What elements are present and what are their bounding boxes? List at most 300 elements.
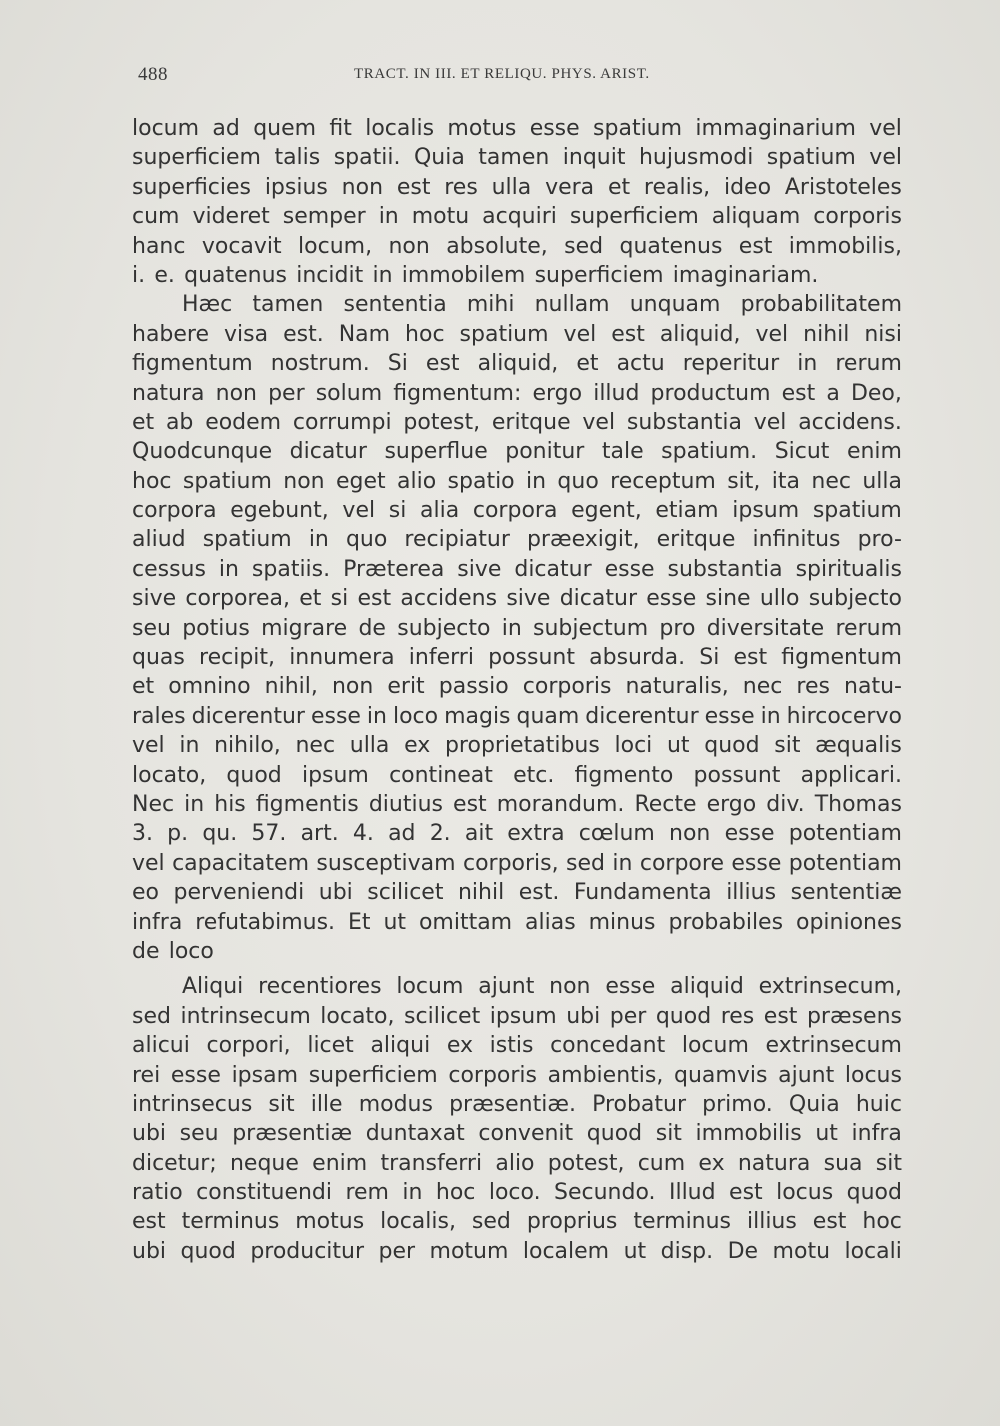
word: fit xyxy=(329,116,352,141)
word: alio xyxy=(397,468,437,494)
word: accidens xyxy=(400,586,498,612)
word: præsens xyxy=(806,1003,902,1029)
word: quem xyxy=(253,116,317,141)
word: spatium xyxy=(202,527,292,553)
word: sive xyxy=(506,586,551,612)
word: ipsam xyxy=(231,1062,299,1088)
word: recipiatur xyxy=(404,527,510,553)
word: incidit xyxy=(296,262,364,288)
word: æqualis xyxy=(815,733,902,759)
word: licet xyxy=(307,1033,354,1059)
word: quod xyxy=(586,1121,643,1147)
text-line xyxy=(132,290,902,319)
word: eodem xyxy=(205,409,282,435)
word: receptum xyxy=(610,468,716,494)
word: infinitus xyxy=(752,527,841,553)
word: Thomas xyxy=(814,791,902,817)
word: vel xyxy=(869,145,902,171)
word: Nam xyxy=(338,321,391,347)
word: imaginariam. xyxy=(672,262,819,288)
word: immobilis xyxy=(695,1121,802,1147)
word: non xyxy=(549,974,591,1000)
text-line xyxy=(132,408,902,437)
word: cœlum xyxy=(578,821,655,847)
word: superficies xyxy=(132,174,252,200)
word: nec xyxy=(811,468,851,494)
word: ideo xyxy=(723,174,772,200)
page-number: 488 xyxy=(138,64,168,85)
running-title: TRACT. IN III. ET RELIQU. PHYS. ARIST. xyxy=(354,66,650,82)
word: per xyxy=(378,1238,416,1264)
word: Recte xyxy=(634,791,697,817)
word: spiritualis xyxy=(795,556,902,582)
word: vel xyxy=(563,321,597,347)
text-line xyxy=(132,731,902,760)
word: neque xyxy=(229,1150,299,1176)
word: esse xyxy=(605,974,656,1000)
word: extrinsecum, xyxy=(758,974,902,1000)
word: aliquid, xyxy=(659,321,741,347)
word: sit, xyxy=(727,468,761,494)
word: cum xyxy=(637,1150,686,1176)
word: corporea, xyxy=(185,586,290,612)
word: Quia xyxy=(788,1091,840,1117)
word: locato, xyxy=(320,1003,395,1029)
word: Illud xyxy=(668,1180,716,1206)
text-line xyxy=(132,467,902,496)
word: hircocervo xyxy=(786,703,902,729)
word: potentiam xyxy=(788,821,902,847)
word: motum xyxy=(429,1238,509,1264)
word: præsentiæ xyxy=(232,1121,353,1147)
word: locali xyxy=(844,1238,902,1264)
word: infra xyxy=(851,1121,902,1147)
word: habere xyxy=(132,321,210,347)
word: Quia xyxy=(413,145,465,171)
text-line xyxy=(132,143,902,172)
word: loci xyxy=(614,733,653,759)
word: dicatur xyxy=(559,586,637,612)
word: applicari. xyxy=(800,762,902,788)
word: modus xyxy=(358,1091,433,1117)
word: intrinsecus xyxy=(132,1091,253,1117)
word: esse xyxy=(724,821,775,847)
word: rerum xyxy=(835,351,902,377)
word: esse xyxy=(529,116,580,141)
text-line xyxy=(132,790,902,819)
word: de xyxy=(358,615,386,641)
word: primo. xyxy=(702,1091,773,1117)
word: et xyxy=(576,351,599,377)
word: talis xyxy=(274,145,321,171)
word: est xyxy=(733,645,768,671)
word: aliud xyxy=(132,527,186,553)
text-line xyxy=(132,1119,902,1148)
word: si xyxy=(330,586,349,612)
word: et xyxy=(299,586,322,612)
word: superficiem xyxy=(534,262,664,288)
word: quamvis xyxy=(674,1062,768,1088)
word: per xyxy=(609,1003,647,1029)
word: Aliqui xyxy=(182,974,244,1000)
word: locum xyxy=(396,974,464,1000)
word: ipsum xyxy=(732,498,800,524)
word: in xyxy=(308,527,329,553)
word: illius xyxy=(726,880,777,906)
word: alias xyxy=(525,909,576,935)
word: vocavit xyxy=(201,233,282,259)
word: rem xyxy=(345,1180,389,1206)
word: omnino xyxy=(168,674,251,700)
word: Secundo. xyxy=(554,1180,656,1206)
word: Deo, xyxy=(850,380,902,406)
word: locum, xyxy=(298,233,373,259)
word: recipit, xyxy=(199,645,276,671)
word: ulla xyxy=(349,733,390,759)
page-header xyxy=(138,64,902,88)
word: contineat xyxy=(389,762,493,788)
word: ad xyxy=(212,116,240,141)
word: localis, xyxy=(380,1209,456,1235)
word: aliqui xyxy=(370,1033,431,1059)
text-line xyxy=(132,1207,902,1236)
text-line xyxy=(132,937,902,966)
word: sententia xyxy=(343,292,447,318)
word: spatio xyxy=(447,468,515,494)
word: corporis, xyxy=(462,850,559,876)
text-line xyxy=(132,1090,902,1119)
word: aliquid, xyxy=(477,351,559,377)
word: subjectum xyxy=(533,615,649,641)
word: 3. xyxy=(132,821,153,847)
word: spatium. xyxy=(661,439,758,465)
word: non xyxy=(283,468,325,494)
word: qu. xyxy=(202,821,238,847)
word: Sicut xyxy=(774,439,830,465)
word: motu xyxy=(772,1238,831,1264)
word: hujusmodi xyxy=(638,145,754,171)
word: rei xyxy=(132,1062,161,1088)
word: est xyxy=(729,1180,763,1206)
word: corpora xyxy=(132,498,217,524)
word: sive xyxy=(132,586,177,612)
word: convenit xyxy=(478,1121,574,1147)
word: seu xyxy=(132,615,171,641)
text-line xyxy=(132,555,902,584)
word: ergo xyxy=(532,380,583,406)
word: enim xyxy=(312,1150,368,1176)
word: figmentum xyxy=(781,645,902,671)
word: ponitur xyxy=(505,439,585,465)
text-line xyxy=(132,1237,902,1266)
word: ulla xyxy=(862,468,902,494)
text-line xyxy=(132,173,902,202)
word: possunt xyxy=(488,645,575,671)
word: illud xyxy=(593,380,640,406)
word: susceptivam xyxy=(316,850,456,876)
word: præexigit, xyxy=(526,527,640,553)
word: probabilitatem xyxy=(740,292,902,318)
text-line xyxy=(132,908,902,937)
word: extrinsecum xyxy=(765,1033,902,1059)
word: nec xyxy=(295,733,336,759)
word: visa xyxy=(224,321,269,347)
word: eritque xyxy=(656,527,736,553)
word: in xyxy=(797,351,818,377)
word: Si xyxy=(699,645,720,671)
word: morandum. xyxy=(496,791,625,817)
word: rales xyxy=(132,703,186,729)
word: dicerentur xyxy=(191,703,305,729)
word: etiam xyxy=(655,498,719,524)
word: corporis xyxy=(448,1062,537,1088)
word: spatium xyxy=(182,468,272,494)
word: natura xyxy=(132,380,205,406)
word: nostrum. xyxy=(270,351,370,377)
word: res xyxy=(796,674,830,700)
text-line xyxy=(132,320,902,349)
word: dicerentur xyxy=(585,703,699,729)
word: opiniones xyxy=(795,909,902,935)
word: nihil xyxy=(803,321,850,347)
word: spatium xyxy=(812,498,902,524)
word: quod xyxy=(655,1003,712,1029)
text-line xyxy=(132,114,902,143)
word: esse xyxy=(604,556,655,582)
word: erit xyxy=(387,674,425,700)
word: dicatur xyxy=(514,556,592,582)
word: in xyxy=(179,733,200,759)
word: inquit xyxy=(562,145,626,171)
word: alia xyxy=(420,498,460,524)
word: locus xyxy=(776,1180,834,1206)
word: loco xyxy=(168,938,214,964)
word: p. xyxy=(167,821,189,847)
word: rerum xyxy=(835,615,902,641)
word: immobilis, xyxy=(788,233,902,259)
word: proprius xyxy=(526,1209,618,1235)
word: proprietatibus xyxy=(444,733,600,759)
word: pro xyxy=(659,615,696,641)
word: sit xyxy=(875,1150,902,1176)
word: in xyxy=(501,615,522,641)
word: a xyxy=(826,380,840,406)
word: actu xyxy=(616,351,665,377)
word: aliquam xyxy=(711,204,801,230)
word: sine xyxy=(705,586,751,612)
word: tamen xyxy=(478,145,550,171)
word: ulla xyxy=(491,174,532,200)
word: magis xyxy=(444,703,511,729)
word: loco. xyxy=(488,1180,541,1206)
word: hoc xyxy=(132,468,172,494)
word: vel xyxy=(755,321,789,347)
word: sed xyxy=(471,1209,511,1235)
word: non xyxy=(331,674,374,700)
word: unquam xyxy=(629,292,721,318)
word: duntaxat xyxy=(365,1121,465,1147)
word: in xyxy=(402,1180,423,1206)
text-line xyxy=(132,437,902,466)
word: ille xyxy=(310,1091,343,1117)
word: quod xyxy=(180,1238,236,1264)
word: absolute, xyxy=(446,233,548,259)
word: accidens. xyxy=(798,409,902,435)
word: spatii. xyxy=(333,145,401,171)
word: nihil xyxy=(457,880,505,906)
word: ubi xyxy=(132,1121,167,1147)
word: in xyxy=(184,791,205,817)
text-line xyxy=(132,379,902,408)
word: etc. xyxy=(513,762,555,788)
word: corporis xyxy=(813,204,902,230)
word: Et xyxy=(347,909,371,935)
word: enim xyxy=(846,439,902,465)
word: in xyxy=(366,703,387,729)
word: et xyxy=(132,674,155,700)
word: de xyxy=(132,938,160,964)
word: ut xyxy=(383,909,407,935)
word: alicui xyxy=(132,1033,190,1059)
text-line xyxy=(132,1002,902,1031)
word: natura xyxy=(737,1150,811,1176)
word: De xyxy=(727,1238,759,1264)
word: potentiam xyxy=(788,850,902,876)
word: intrinsecum xyxy=(180,1003,311,1029)
word: est xyxy=(425,351,460,377)
body-text xyxy=(132,114,902,1266)
word: localem xyxy=(522,1238,610,1264)
word: præsentiæ. xyxy=(449,1091,576,1117)
word: esse xyxy=(310,703,361,729)
word: in xyxy=(760,703,781,729)
word: vera xyxy=(545,174,595,200)
word: si xyxy=(388,498,407,524)
word: superficiem xyxy=(569,204,699,230)
text-line xyxy=(132,232,902,261)
word: locum xyxy=(681,1033,749,1059)
word: migrare xyxy=(261,615,348,641)
word: est. xyxy=(518,880,560,906)
word: substantia xyxy=(626,409,742,435)
text-line xyxy=(132,878,902,907)
word: tamen xyxy=(252,292,324,318)
word: concedant xyxy=(550,1033,666,1059)
word: ut xyxy=(815,1121,838,1147)
word: figmentum xyxy=(132,351,253,377)
word: in xyxy=(372,262,393,288)
word: potest, xyxy=(403,409,481,435)
word: 4. xyxy=(352,821,374,847)
word: esse xyxy=(646,586,697,612)
word: in xyxy=(526,468,547,494)
word: naturalis, xyxy=(625,674,729,700)
word: terminus xyxy=(181,1209,280,1235)
word: esse xyxy=(731,850,782,876)
word: superficiem xyxy=(132,145,261,171)
word: loco xyxy=(392,703,439,729)
word: vel xyxy=(342,498,376,524)
word: quod xyxy=(846,1180,902,1206)
word: productum xyxy=(650,380,771,406)
word: est xyxy=(738,233,773,259)
word: 2. xyxy=(429,821,451,847)
word: figmentum: xyxy=(393,380,522,406)
word: subjecto xyxy=(397,615,491,641)
text-line xyxy=(132,614,902,643)
word: quatenus xyxy=(184,262,288,288)
word: vel xyxy=(753,409,787,435)
word: absurda. xyxy=(589,645,686,671)
word: Præterea xyxy=(343,556,445,582)
word: spatium xyxy=(766,145,856,171)
word: non xyxy=(388,233,430,259)
word: esse xyxy=(170,1062,221,1088)
word: ipsum xyxy=(489,1003,557,1029)
word: sed xyxy=(566,850,605,876)
word: Probatur xyxy=(592,1091,687,1117)
word: ratio xyxy=(132,1180,183,1206)
word: est. xyxy=(283,321,324,347)
word: eget xyxy=(335,468,386,494)
word: est xyxy=(611,321,645,347)
word: locum xyxy=(132,116,200,141)
word: Fundamenta xyxy=(573,880,712,906)
word: egent, xyxy=(571,498,642,524)
word: semper xyxy=(282,204,366,230)
word: ut xyxy=(623,1238,647,1264)
word: non xyxy=(669,821,711,847)
word: localis xyxy=(365,116,435,141)
word: res xyxy=(444,174,478,200)
word: est xyxy=(763,1003,798,1029)
word: sed xyxy=(564,233,604,259)
word: sit xyxy=(774,733,801,759)
word: vel xyxy=(869,116,902,141)
word: est xyxy=(781,380,816,406)
text-line xyxy=(132,761,902,790)
word: ex xyxy=(446,1033,473,1059)
word: ad xyxy=(388,821,416,847)
text-line xyxy=(132,1061,902,1090)
word: aliquid xyxy=(670,974,744,1000)
word: substantia xyxy=(667,556,783,582)
word: motus xyxy=(447,116,517,141)
word: ajunt xyxy=(478,974,535,1000)
word: spatium xyxy=(593,116,683,141)
word: Nec xyxy=(132,791,175,817)
word: omittam xyxy=(418,909,513,935)
word: his xyxy=(214,791,246,817)
word: vel xyxy=(582,409,616,435)
word: hoc xyxy=(435,1180,476,1206)
word: res xyxy=(720,1003,755,1029)
word: ita xyxy=(771,468,801,494)
word: istis xyxy=(489,1033,534,1059)
word: nullam xyxy=(534,292,610,318)
word: corporis xyxy=(522,674,612,700)
word: in xyxy=(378,204,399,230)
word: et xyxy=(607,174,631,200)
word: non xyxy=(215,380,257,406)
word: et xyxy=(132,409,155,435)
word: dicatur xyxy=(289,439,367,465)
word: extra xyxy=(507,821,565,847)
word: producitur xyxy=(250,1238,365,1264)
word: figmento xyxy=(574,762,674,788)
word: dicetur; xyxy=(132,1150,217,1176)
word: capacitatem xyxy=(172,850,310,876)
